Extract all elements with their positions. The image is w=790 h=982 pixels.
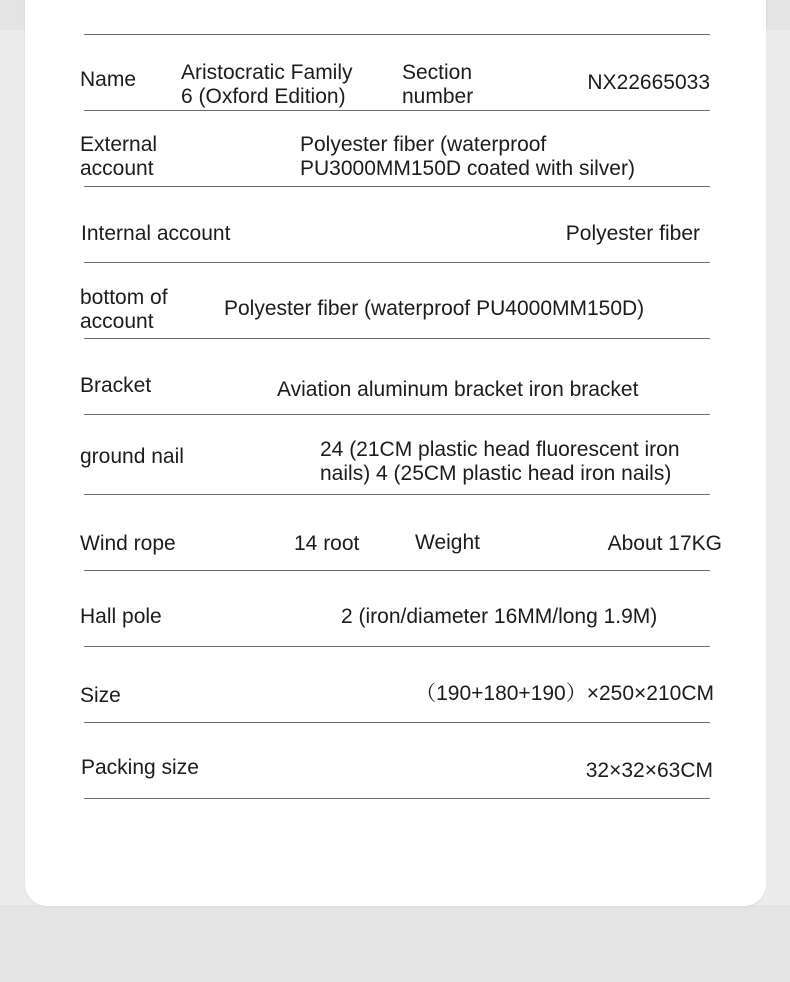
weight-label: Weight bbox=[415, 531, 480, 554]
ground-nail-value-line2: nails) 4 (25CM plastic head iron nails) bbox=[320, 462, 672, 485]
bracket-value: Aviation aluminum bracket iron bracket bbox=[277, 378, 639, 401]
divider bbox=[84, 414, 710, 415]
external-account-label-line1: External bbox=[80, 133, 158, 156]
bottom-account-value: Polyester fiber (waterproof PU4000MM150D) bbox=[224, 297, 645, 320]
packing-size-value: 32×32×63CM bbox=[585, 759, 713, 782]
section-number-value: NX22665033 bbox=[587, 71, 710, 94]
ground-nail-label: ground nail bbox=[80, 445, 184, 468]
divider bbox=[84, 338, 710, 339]
internal-account-label: Internal account bbox=[81, 222, 231, 245]
wind-rope-label: Wind rope bbox=[80, 532, 176, 555]
packing-size-label: Packing size bbox=[81, 756, 199, 779]
divider bbox=[84, 570, 710, 571]
bottom-account-label-line2: account bbox=[80, 310, 154, 333]
divider bbox=[84, 186, 710, 187]
ground-nail-value-line1: 24 (21CM plastic head fluorescent iron bbox=[320, 438, 680, 461]
divider bbox=[84, 110, 710, 111]
divider bbox=[84, 494, 710, 495]
size-value: （190+180+190）×250×210CM bbox=[415, 682, 714, 705]
external-account-value-line2: PU3000MM150D coated with silver) bbox=[300, 157, 635, 180]
name-label: Name bbox=[80, 68, 137, 91]
divider bbox=[84, 722, 710, 723]
section-number-label-line1: Section bbox=[402, 61, 473, 84]
external-account-value-line1: Polyester fiber (waterproof bbox=[300, 133, 547, 156]
divider bbox=[84, 262, 710, 263]
divider-bottom bbox=[84, 798, 710, 799]
bottom-account-label-line1: bottom of bbox=[80, 286, 168, 309]
internal-account-value: Polyester fiber bbox=[565, 222, 700, 245]
external-account-label-line2: account bbox=[80, 157, 154, 180]
divider bbox=[84, 646, 710, 647]
name-value-line1: Aristocratic Family bbox=[181, 61, 353, 84]
bracket-label: Bracket bbox=[80, 374, 152, 397]
name-value-line2: 6 (Oxford Edition) bbox=[181, 85, 346, 108]
section-number-label-line2: number bbox=[402, 85, 474, 108]
wind-rope-value: 14 root bbox=[294, 532, 360, 555]
hall-pole-label: Hall pole bbox=[80, 605, 162, 628]
divider-top bbox=[84, 34, 710, 35]
weight-value: About 17KG bbox=[607, 532, 722, 555]
hall-pole-value: 2 (iron/diameter 16MM/long 1.9M) bbox=[341, 605, 658, 628]
size-label: Size bbox=[80, 684, 121, 707]
